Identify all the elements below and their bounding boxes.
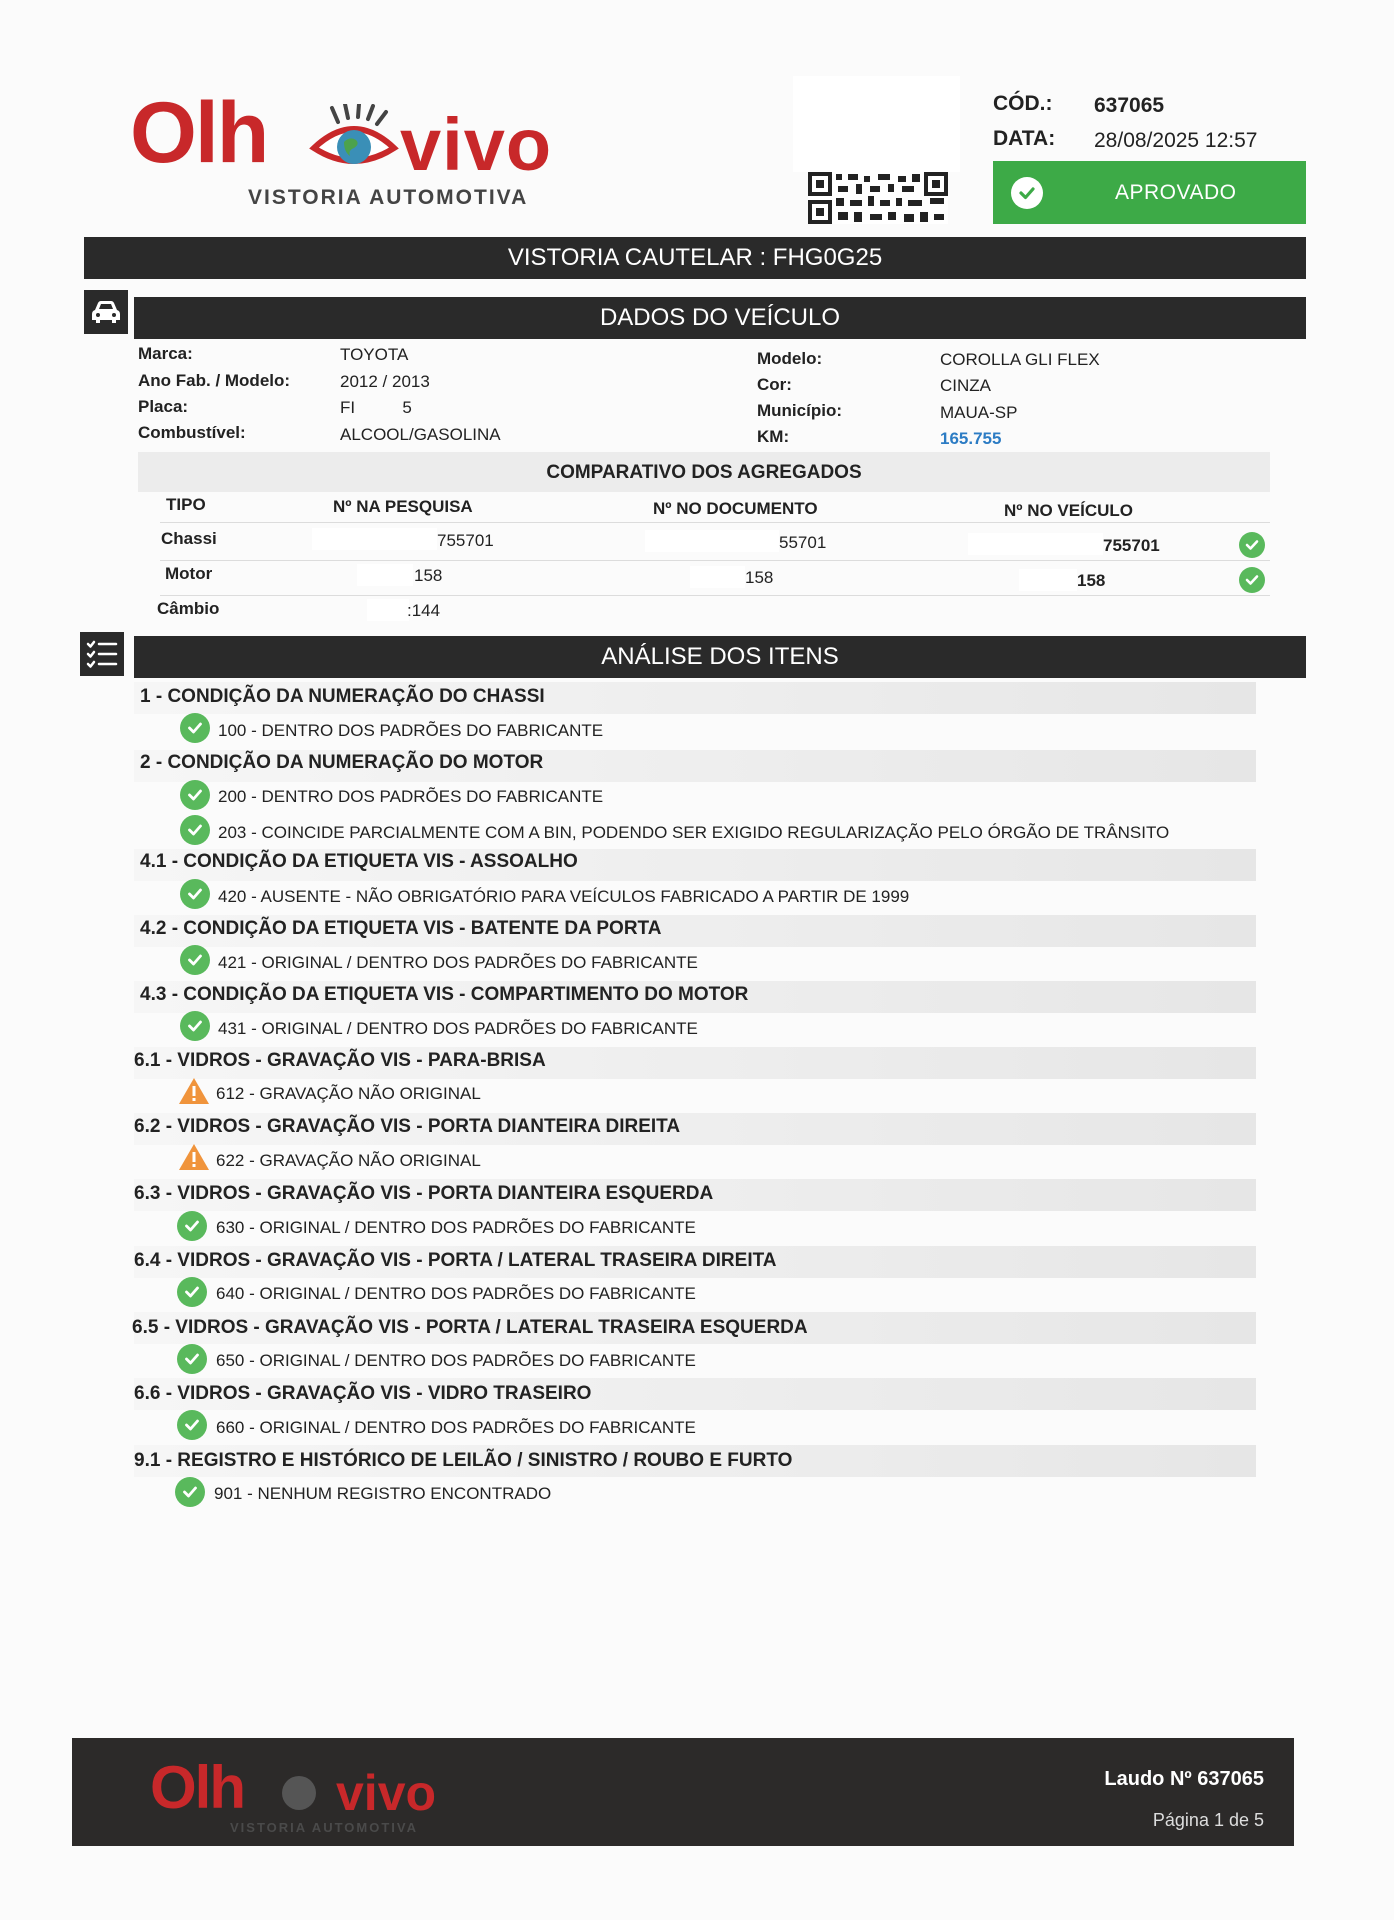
vehicle-label: KM: <box>757 427 790 446</box>
table-cell: 755701 <box>437 531 494 550</box>
redacted-area <box>1019 569 1077 591</box>
check-circle-icon <box>180 780 210 810</box>
vehicle-label: Cor: <box>757 375 792 394</box>
vehicle-label: Município: <box>757 401 842 420</box>
analysis-section-bar <box>134 636 1306 678</box>
item-title: 6.2 - VIDROS - GRAVAÇÃO VIS - PORTA DIANTEIRA DIREITA <box>134 1116 681 1137</box>
vehicle-label: Modelo: <box>757 349 823 368</box>
vehicle-value: ALCOOL/GASOLINA <box>340 425 501 444</box>
item-result: 630 - ORIGINAL / DENTRO DOS PADRÕES DO FABRICANTE <box>216 1218 696 1237</box>
table-divider <box>160 522 1270 523</box>
vehicle-label: Marca: <box>138 344 193 363</box>
item-result: 421 - ORIGINAL / DENTRO DOS PADRÕES DO FABRICANTE <box>218 953 698 972</box>
item-result: 100 - DENTRO DOS PADRÕES DO FABRICANTE <box>218 721 604 740</box>
item-title: 4.1 - CONDIÇÃO DA ETIQUETA VIS - ASSOALHO <box>140 851 578 872</box>
item-result: 612 - GRAVAÇÃO NÃO ORIGINAL <box>216 1084 481 1103</box>
footer-logo-brand-text: vivo <box>336 1765 437 1821</box>
check-circle-icon <box>180 1011 210 1041</box>
footer-logo-main-text: Olh <box>150 1754 244 1821</box>
item-title: 6.3 - VIDROS - GRAVAÇÃO VIS - PORTA DIANTEIRA ESQUERDA <box>134 1183 714 1204</box>
check-circle-icon <box>175 1477 205 1507</box>
item-result: 660 - ORIGINAL / DENTRO DOS PADRÕES DO FABRICANTE <box>216 1418 696 1437</box>
table-header: Nº NA PESQUISA <box>333 497 473 516</box>
footer-logo <box>150 1754 510 1838</box>
table-cell: 55701 <box>779 533 827 552</box>
table-cell: :144 <box>407 601 441 620</box>
item-title: 2 - CONDIÇÃO DA NUMERAÇÃO DO MOTOR <box>140 752 544 773</box>
status-badge <box>993 161 1306 224</box>
checklist-icon <box>80 632 124 676</box>
item-result: 203 - COINCIDE PARCIALMENTE COM A BIN, PODENDO SER EXIGIDO REGULARIZAÇÃO PELO ÓRGÃO DE TRÂNSITO <box>218 823 1170 842</box>
table-header: Nº NO VEÍCULO <box>1004 501 1133 520</box>
date-label: DATA: <box>993 127 1056 150</box>
item-title: 6.1 - VIDROS - GRAVAÇÃO VIS - PARA-BRISA <box>134 1050 546 1071</box>
item-result: 431 - ORIGINAL / DENTRO DOS PADRÕES DO FABRICANTE <box>218 1019 698 1038</box>
logo-brand-text: vivo <box>400 103 553 186</box>
logo-subtitle: VISTORIA AUTOMOTIVA <box>248 186 529 209</box>
vehicle-value: FI 5 <box>340 398 412 417</box>
km-value: 165.755 <box>940 429 1002 448</box>
item-title: 6.4 - VIDROS - GRAVAÇÃO VIS - PORTA / LATERAL TRASEIRA DIREITA <box>134 1250 777 1271</box>
vehicle-label: Ano Fab. / Modelo: <box>138 371 291 390</box>
check-circle-icon <box>177 1410 207 1440</box>
page-number: Página 1 de 5 <box>1152 1810 1264 1830</box>
redacted-area <box>645 530 779 552</box>
vehicle-value: MAUA-SP <box>940 403 1018 422</box>
table-cell: 158 <box>1077 571 1106 590</box>
table-divider <box>160 595 1270 596</box>
report-title: VISTORIA CAUTELAR : FHG0G25 <box>507 244 883 271</box>
vehicle-value: COROLLA GLI FLEX <box>940 350 1100 369</box>
check-circle-icon <box>1239 532 1265 558</box>
laudo-number: Laudo Nº 637065 <box>1104 1768 1264 1790</box>
car-icon <box>84 290 128 334</box>
redacted-area <box>968 533 1103 555</box>
status-text: APROVADO <box>1115 180 1237 204</box>
vehicle-value: 2012 / 2013 <box>340 372 430 391</box>
vehicle-section-title: DADOS DO VEÍCULO <box>599 304 841 331</box>
warning-triangle-icon <box>178 1077 210 1105</box>
item-result: 622 - GRAVAÇÃO NÃO ORIGINAL <box>216 1151 481 1170</box>
table-divider <box>160 560 1270 561</box>
item-result: 650 - ORIGINAL / DENTRO DOS PADRÕES DO FABRICANTE <box>216 1351 696 1370</box>
redacted-area <box>690 566 745 588</box>
item-result: 200 - DENTRO DOS PADRÕES DO FABRICANTE <box>218 787 604 806</box>
footer-logo-subtitle: VISTORIA AUTOMOTIVA <box>230 1820 418 1835</box>
item-result: 640 - ORIGINAL / DENTRO DOS PADRÕES DO FABRICANTE <box>216 1284 696 1303</box>
comparativo-title: COMPARATIVO DOS AGREGADOS <box>546 462 862 483</box>
logo-main-text: Olh <box>130 85 268 181</box>
vehicle-value: TOYOTA <box>340 345 409 364</box>
vehicle-value: CINZA <box>940 376 991 395</box>
analysis-section-title: ANÁLISE DOS ITENS <box>601 643 839 670</box>
item-result: 420 - AUSENTE - NÃO OBRIGATÓRIO PARA VEÍCULOS FABRICADO A PARTIR DE 1999 <box>218 887 910 906</box>
eye-globe-icon <box>282 1776 316 1810</box>
redacted-area <box>793 76 960 172</box>
check-circle-icon <box>177 1277 207 1307</box>
check-circle-icon <box>180 713 210 743</box>
item-title: 1 - CONDIÇÃO DA NUMERAÇÃO DO CHASSI <box>140 686 545 707</box>
page-footer <box>72 1738 1294 1846</box>
check-circle-icon <box>1239 567 1265 593</box>
qr-code-icon <box>808 172 948 224</box>
item-title: 4.3 - CONDIÇÃO DA ETIQUETA VIS - COMPARTIMENTO DO MOTOR <box>140 984 749 1005</box>
check-circle-icon <box>180 879 210 909</box>
vehicle-section-bar <box>134 297 1306 339</box>
check-circle-icon <box>180 945 210 975</box>
check-circle-icon <box>177 1344 207 1374</box>
check-circle-icon <box>180 815 210 845</box>
table-header: TIPO <box>166 495 206 514</box>
item-title: 6.6 - VIDROS - GRAVAÇÃO VIS - VIDRO TRASEIRO <box>134 1383 592 1404</box>
redacted-area <box>312 528 437 550</box>
item-title: 9.1 - REGISTRO E HISTÓRICO DE LEILÃO / SINISTRO / ROUBO E FURTO <box>134 1450 793 1471</box>
item-title: 6.5 - VIDROS - GRAVAÇÃO VIS - PORTA / LATERAL TRASEIRA ESQUERDA <box>132 1317 808 1338</box>
date-value: 28/08/2025 12:57 <box>1094 129 1258 152</box>
cod-value: 637065 <box>1094 94 1165 117</box>
table-cell: 158 <box>745 568 774 587</box>
olho-vivo-logo <box>130 85 590 210</box>
table-header: Nº NO DOCUMENTO <box>653 499 818 518</box>
vehicle-label: Combustível: <box>138 423 246 442</box>
table-row-label: Chassi <box>161 529 217 548</box>
report-title-bar <box>84 237 1306 279</box>
vehicle-label: Placa: <box>138 397 189 416</box>
cod-label: CÓD.: <box>993 92 1053 115</box>
warning-triangle-icon <box>178 1143 210 1171</box>
table-cell: 755701 <box>1103 536 1160 555</box>
redacted-area <box>357 564 413 586</box>
redacted-area <box>367 599 409 621</box>
table-cell: 158 <box>414 566 443 585</box>
table-row-label: Motor <box>165 564 213 583</box>
eye-globe-icon <box>308 104 400 176</box>
item-result: 901 - NENHUM REGISTRO ENCONTRADO <box>214 1484 552 1503</box>
check-circle-icon <box>1011 177 1043 209</box>
check-circle-icon <box>177 1211 207 1241</box>
item-title: 4.2 - CONDIÇÃO DA ETIQUETA VIS - BATENTE DA PORTA <box>140 918 662 939</box>
table-row-label: Câmbio <box>157 599 220 618</box>
